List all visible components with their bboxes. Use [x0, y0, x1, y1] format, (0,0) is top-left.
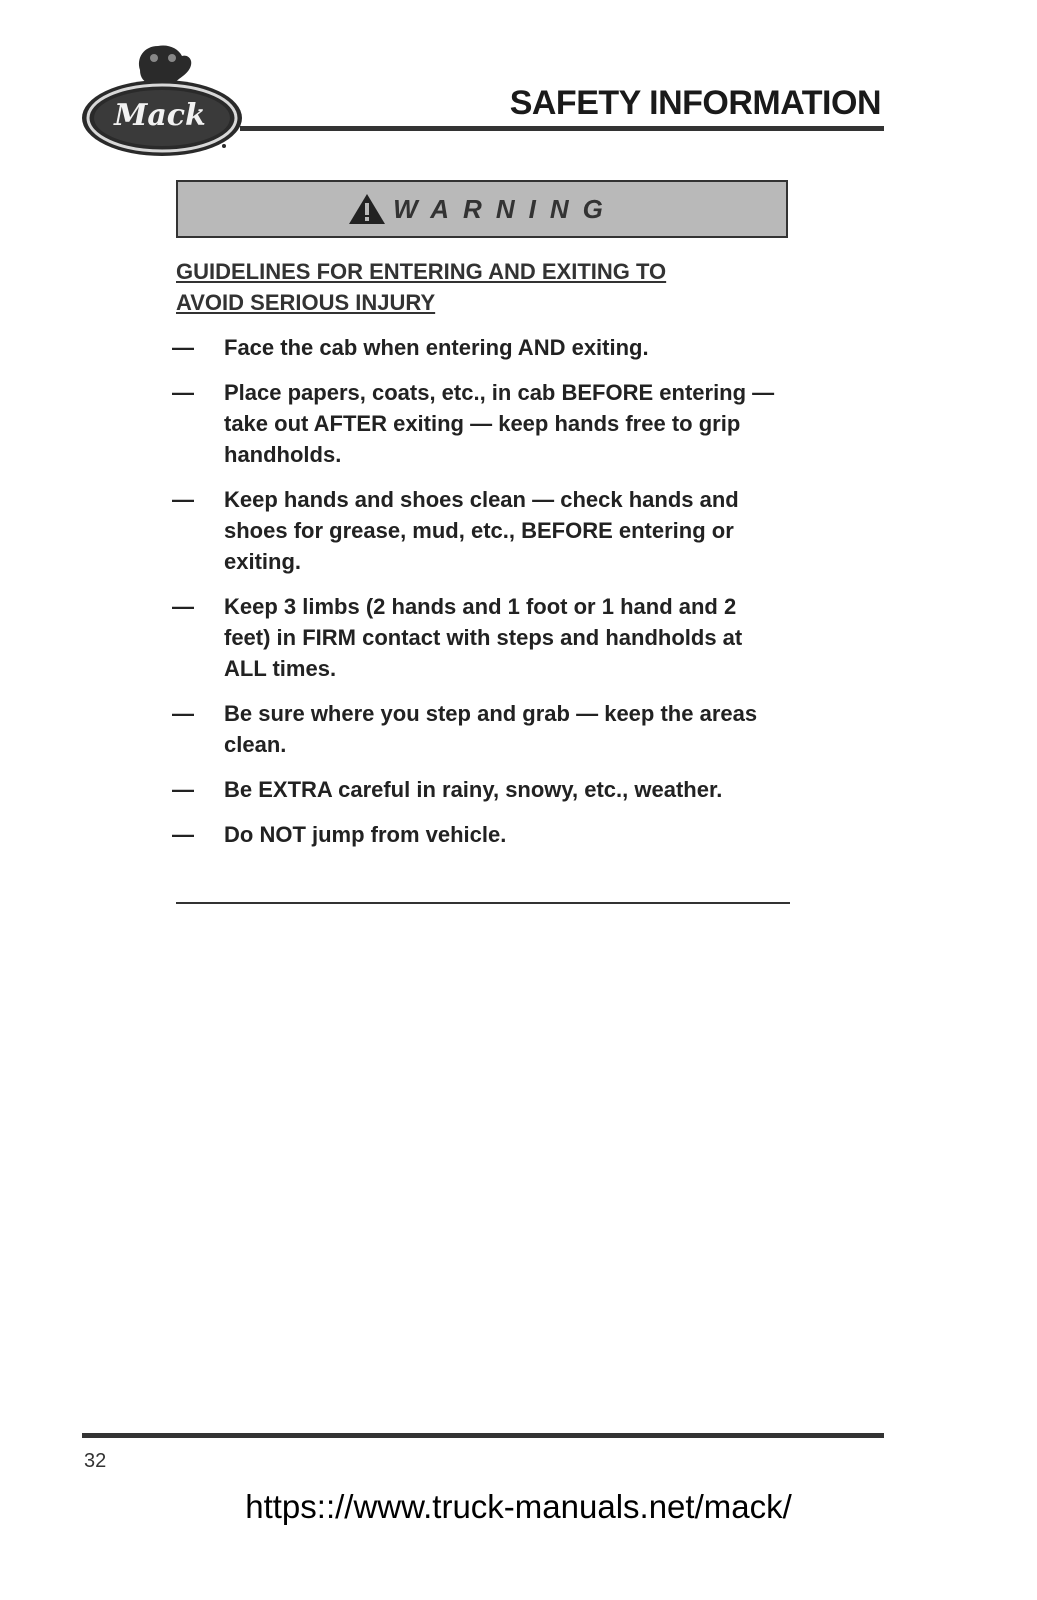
dash-bullet: — — [172, 487, 194, 512]
guidelines-heading — [176, 256, 776, 318]
footer-divider — [82, 1433, 884, 1438]
warning-label: WARNING — [393, 193, 617, 224]
list-item — [172, 484, 792, 577]
warning-triangle-icon — [347, 192, 387, 226]
source-url[interactable]: https:://www.truck-manuals.net/mack/ — [245, 1488, 792, 1525]
dash-bullet: — — [172, 701, 194, 726]
list-item-text: Face the cab when entering AND exiting. — [224, 335, 649, 360]
list-item-text: Keep 3 limbs (2 hands and 1 foot or 1 hand and 2 feet) in FIRM contact with steps and handholds at ALL times. — [224, 594, 743, 681]
guidelines-heading-line: AVOID SERIOUS INJURY — [176, 290, 436, 315]
guidelines-heading-line: GUIDELINES FOR ENTERING AND EXITING TO — [176, 259, 667, 284]
dash-bullet: — — [172, 777, 194, 802]
list-item — [172, 698, 792, 760]
header-divider — [240, 126, 884, 131]
dash-bullet: — — [172, 335, 194, 360]
list-item-text: Do NOT jump from vehicle. — [224, 822, 507, 847]
list-item — [172, 591, 792, 684]
logo-wordmark: Mack — [114, 98, 206, 133]
list-item-text: Place papers, coats, etc., in cab BEFORE entering — take out AFTER exiting — keep hands free to grip handholds. — [224, 380, 775, 467]
page-number: 32 — [84, 1450, 107, 1472]
list-item-text: Be sure where you step and grab — keep the areas clean. — [224, 701, 758, 757]
guidelines-list — [172, 332, 792, 864]
dash-bullet: — — [172, 594, 194, 619]
list-item — [172, 377, 792, 470]
warning-banner — [176, 180, 788, 238]
page-title: SAFETY INFORMATION — [509, 84, 881, 122]
warning-end-divider — [176, 902, 790, 904]
dash-bullet: — — [172, 822, 194, 847]
list-item — [172, 774, 792, 805]
list-item — [172, 332, 792, 363]
list-item — [172, 819, 792, 850]
mack-logo — [78, 40, 248, 160]
dash-bullet: — — [172, 380, 194, 405]
list-item-text: Be EXTRA careful in rainy, snowy, etc., weather. — [224, 777, 723, 802]
list-item-text: Keep hands and shoes clean — check hands and shoes for grease, mud, etc., BEFORE entering or exiting. — [224, 487, 739, 574]
